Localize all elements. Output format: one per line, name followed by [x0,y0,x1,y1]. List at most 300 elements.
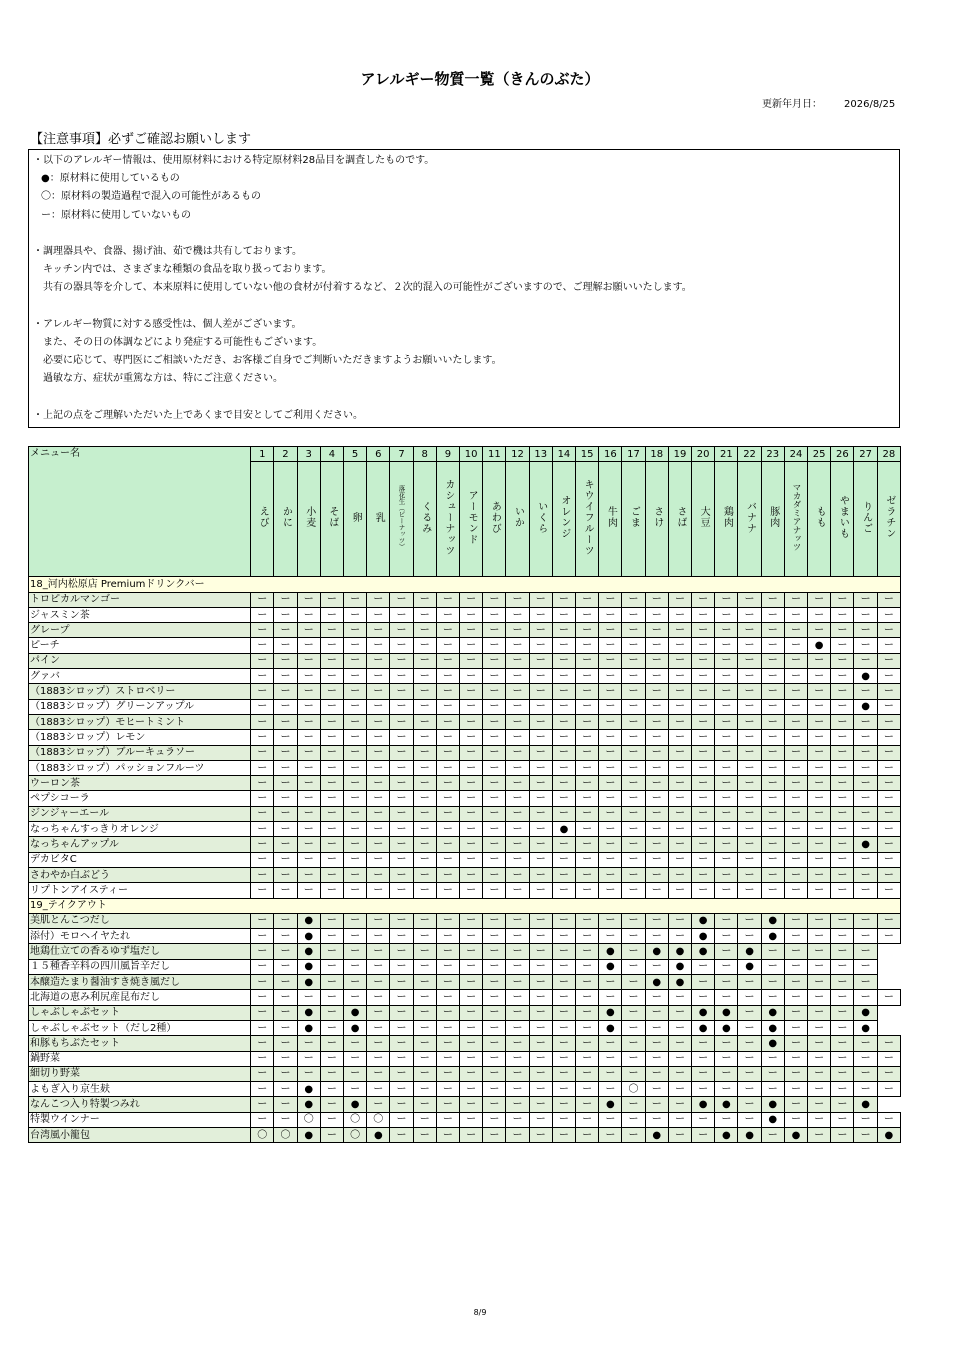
allergen-mark: ー [761,730,784,745]
allergen-mark: ー [761,1127,784,1142]
allergen-mark: ー [622,1005,645,1020]
allergen-mark: ー [622,653,645,668]
allergen-mark: ー [390,699,413,714]
allergen-mark: ー [274,944,297,959]
allergen-number: 18 [645,447,668,462]
allergen-mark: ー [390,1097,413,1112]
allergen-mark: ー [344,745,367,760]
allergen-mark: ー [483,1020,506,1035]
notice-line: ・アレルギー物質に対する感受性は、個人差がございます。 [33,318,302,330]
allergen-mark: ー [738,975,761,990]
allergen-mark: ー [436,867,459,882]
allergen-mark: ー [831,638,854,653]
allergen-mark: ー [692,669,715,684]
allergen-mark: ー [274,638,297,653]
menu-name: ウーロン茶 [29,776,251,791]
allergen-mark: ー [344,1051,367,1066]
allergen-mark: ー [622,1066,645,1081]
allergen-mark: ー [692,699,715,714]
allergen-mark: ー [645,883,668,898]
allergen-mark: ー [808,714,831,729]
allergen-mark: ー [576,959,599,974]
menu-name: （1883シロップ）モヒートミント [29,714,251,729]
allergen-mark: ● [668,944,691,959]
allergen-mark: ● [761,1097,784,1112]
menu-row [29,1127,901,1142]
allergen-name: 小麦 [303,506,315,529]
allergen-mark: ー [344,592,367,607]
allergen-mark: ー [436,1066,459,1081]
allergen-mark: ー [320,791,343,806]
allergen-mark: ー [529,837,552,852]
allergen-mark: ー [576,669,599,684]
allergen-mark: ー [552,623,575,638]
allergen-mark: ー [552,669,575,684]
allergen-mark: ー [483,1051,506,1066]
allergen-mark: ー [576,806,599,821]
allergen-mark: ー [738,1082,761,1097]
allergen-mark: ー [715,990,738,1005]
allergen-mark: ー [529,990,552,1005]
allergen-mark: ー [599,669,622,684]
allergen-mark: ー [552,714,575,729]
allergen-mark: ー [320,913,343,928]
allergen-mark: ー [297,806,320,821]
allergen-mark: ー [529,760,552,775]
allergen-mark: ー [344,699,367,714]
allergen-mark: ー [668,837,691,852]
allergen-mark: ー [738,822,761,837]
allergen-mark: ー [761,791,784,806]
allergen-mark: ● [297,975,320,990]
allergen-mark: ー [715,867,738,882]
allergen-mark: ー [460,669,483,684]
notice-line: また、その日の体調などにより発症する可能性もございます。 [43,336,323,348]
allergen-mark: ● [297,959,320,974]
allergen-mark: ー [436,913,459,928]
allergen-mark: ● [599,1097,622,1112]
allergen-mark: ー [831,684,854,699]
allergen-name: もも [814,506,826,529]
allergen-mark: ー [831,730,854,745]
allergen-mark: ー [274,822,297,837]
allergen-mark: ー [274,1036,297,1051]
allergen-mark: ー [413,1097,436,1112]
allergen-mark: ー [274,913,297,928]
allergen-mark: ● [854,699,877,714]
allergen-mark: ー [831,1082,854,1097]
allergen-mark: ー [506,913,529,928]
allergen-mark: ー [831,959,854,974]
allergen-mark: ー [576,638,599,653]
allergen-mark: ー [599,1112,622,1127]
allergen-mark: ー [854,623,877,638]
allergen-mark: ー [877,592,900,607]
allergen-mark: ー [367,975,390,990]
allergen-mark: ー [251,1036,274,1051]
allergen-mark: ー [599,852,622,867]
allergen-mark: ー [436,699,459,714]
allergen-mark: ー [390,959,413,974]
allergen-mark: ー [460,791,483,806]
allergen-mark: ー [622,806,645,821]
allergen-mark: ー [761,1066,784,1081]
allergen-mark: ー [320,990,343,1005]
allergen-mark: ー [460,745,483,760]
allergen-mark: ー [599,822,622,837]
allergen-mark: ー [854,1036,877,1051]
allergen-mark: ー [761,699,784,714]
allergen-mark: ー [552,1020,575,1035]
menu-row [29,867,901,882]
allergen-mark: ● [552,822,575,837]
allergen-name-cell [784,462,807,577]
allergen-mark: ー [622,837,645,852]
allergen-mark: ー [668,653,691,668]
section-title: 19_テイクアウト [29,898,901,913]
allergen-mark: ー [320,1082,343,1097]
allergen-mark: ー [715,822,738,837]
allergen-mark: ー [460,1097,483,1112]
allergen-mark: ー [297,714,320,729]
allergen-mark: ー [320,959,343,974]
allergen-mark: ー [761,776,784,791]
allergen-mark: ー [808,669,831,684]
allergen-name-cell [506,462,529,577]
allergen-mark: ー [576,714,599,729]
allergen-mark: ー [552,1097,575,1112]
allergen-mark: ー [668,1005,691,1020]
allergen-mark: ー [738,1005,761,1020]
allergen-mark: ー [784,623,807,638]
allergen-mark: ー [784,699,807,714]
allergen-mark: ー [251,990,274,1005]
allergen-mark: ー [552,990,575,1005]
allergen-mark: ー [506,791,529,806]
allergen-mark: ー [251,806,274,821]
allergen-mark: ー [576,852,599,867]
allergen-mark: ● [692,1020,715,1035]
allergen-mark: ー [784,1020,807,1035]
allergen-mark: ー [320,592,343,607]
allergen-name: キウイフルーツ [582,478,594,556]
allergen-mark: ー [436,883,459,898]
allergen-mark: ー [251,1082,274,1097]
allergen-mark: ー [877,913,900,928]
allergen-mark: ● [645,975,668,990]
menu-row [29,592,901,607]
allergen-mark: ー [831,699,854,714]
allergen-mark: ー [460,975,483,990]
allergen-mark: ー [668,883,691,898]
allergen-mark: ー [576,1082,599,1097]
allergen-mark: ー [854,592,877,607]
allergen-mark: ー [413,1036,436,1051]
allergen-mark: ー [390,684,413,699]
allergen-mark: ー [738,607,761,622]
allergen-mark: ー [715,883,738,898]
allergen-mark: ー [784,1066,807,1081]
allergen-mark: ー [390,1127,413,1142]
allergen-mark: ー [692,990,715,1005]
allergen-mark: ー [483,990,506,1005]
menu-row [29,638,901,653]
allergen-mark: ー [320,1005,343,1020]
allergen-mark: ー [460,1112,483,1127]
allergen-mark: ー [784,760,807,775]
allergen-mark: ー [622,714,645,729]
allergen-mark: ー [529,913,552,928]
allergen-mark: ー [483,791,506,806]
allergen-mark: ー [413,623,436,638]
allergen-mark: ー [808,1005,831,1020]
allergen-mark: ー [576,883,599,898]
allergen-mark: ● [761,1112,784,1127]
allergen-mark: ー [529,592,552,607]
allergen-mark: ー [808,745,831,760]
allergen-mark: ー [460,1005,483,1020]
allergen-mark: ー [344,714,367,729]
allergen-mark: ー [784,638,807,653]
allergen-mark: ー [645,607,668,622]
allergen-mark: ー [413,714,436,729]
allergen-mark: ー [784,1036,807,1051]
allergen-mark: ー [831,822,854,837]
allergen-name-cell [274,462,297,577]
menu-row [29,1112,901,1127]
allergen-mark: ー [854,867,877,882]
allergen-mark: ー [761,806,784,821]
allergen-mark: ー [297,822,320,837]
allergen-mark: ー [692,883,715,898]
allergen-mark: ー [715,592,738,607]
allergen-mark: ー [251,929,274,944]
menu-row [29,791,901,806]
allergen-mark: ー [320,1127,343,1142]
allergen-name-cell [808,462,831,577]
menu-row [29,730,901,745]
allergen-mark: ー [251,913,274,928]
allergen-mark: ー [367,837,390,852]
allergen-mark: ー [668,760,691,775]
allergen-mark: ー [483,929,506,944]
allergen-mark: ー [831,867,854,882]
allergen-mark: ー [552,607,575,622]
allergen-mark: ー [599,1066,622,1081]
allergen-mark: ー [483,714,506,729]
allergen-mark: ー [645,638,668,653]
allergen-mark: ー [576,929,599,944]
allergen-mark: ー [808,684,831,699]
allergen-mark: ー [297,1036,320,1051]
allergen-mark: ー [784,852,807,867]
allergen-mark: ー [460,959,483,974]
allergen-mark: ー [251,638,274,653]
allergen-mark: ● [692,913,715,928]
allergen-mark: ー [413,913,436,928]
allergen-name-cell [344,462,367,577]
allergen-number: 11 [483,447,506,462]
allergen-mark: ー [715,1112,738,1127]
allergen-mark: ● [854,1097,877,1112]
allergen-mark: ー [692,592,715,607]
notice-line: ー：原材料に使用していないもの [41,209,191,221]
allergen-mark: ー [622,623,645,638]
allergen-mark: ー [460,714,483,729]
allergen-mark: ー [784,975,807,990]
allergen-mark: ー [692,1036,715,1051]
allergen-mark: ー [715,714,738,729]
allergen-mark: ー [483,822,506,837]
allergen-mark: ー [831,653,854,668]
allergen-mark: ー [645,730,668,745]
menu-name: さわやか白ぶどう [29,867,251,882]
allergen-mark: ー [784,1051,807,1066]
allergen-mark: ー [552,837,575,852]
menu-row [29,929,901,944]
allergen-mark: ー [344,867,367,882]
allergen-mark: ー [460,592,483,607]
allergen-mark: ー [506,1097,529,1112]
allergen-mark: ー [506,975,529,990]
allergen-mark: ー [390,822,413,837]
allergen-mark: ー [808,1036,831,1051]
allergen-mark: ー [715,745,738,760]
allergen-mark: ー [297,669,320,684]
allergen-mark: ー [692,1066,715,1081]
updated-date [762,95,895,110]
allergen-mark: ー [460,1020,483,1035]
allergen-mark: ー [808,822,831,837]
allergen-number: 24 [784,447,807,462]
allergen-mark: ● [668,959,691,974]
allergen-mark: ー [692,1112,715,1127]
allergen-mark: ー [436,791,459,806]
allergen-mark: ー [436,990,459,1005]
allergen-mark: ー [460,623,483,638]
allergen-mark: ● [761,913,784,928]
allergen-mark: ー [738,1020,761,1035]
allergen-mark: ー [529,745,552,760]
allergen-mark: ー [576,990,599,1005]
allergen-mark: ー [483,837,506,852]
allergen-mark: ー [599,975,622,990]
allergen-mark: ー [552,959,575,974]
allergen-mark: ● [854,1005,877,1020]
allergen-mark: ー [761,684,784,699]
notice-line: ・以下のアレルギー情報は、使用原材料における特定原材料28品目を調査したものです。 [33,155,435,166]
allergen-mark: ー [320,745,343,760]
menu-row [29,1051,901,1066]
allergen-mark: ー [668,730,691,745]
allergen-mark: ー [645,1066,668,1081]
allergen-mark: ー [344,990,367,1005]
allergen-mark: ー [738,730,761,745]
allergen-mark: ー [344,852,367,867]
allergen-mark: ー [831,776,854,791]
allergen-mark: ー [506,883,529,898]
allergen-mark: ー [715,791,738,806]
allergen-name: オレンジ [558,495,570,540]
allergen-mark: ー [251,959,274,974]
allergen-name: カシューナッツ [442,478,454,556]
allergen-mark: ー [390,852,413,867]
allergen-mark: ー [622,669,645,684]
allergen-mark: ー [738,791,761,806]
allergen-mark: ー [576,592,599,607]
allergen-mark: ー [784,990,807,1005]
allergen-mark: ー [251,1051,274,1066]
allergen-mark: ー [413,1005,436,1020]
allergen-mark: ー [367,1066,390,1081]
allergen-mark: ● [761,1036,784,1051]
allergen-mark: ー [529,684,552,699]
allergen-mark: ー [251,1020,274,1035]
allergen-mark: ー [576,913,599,928]
allergen-mark: ー [529,714,552,729]
allergen-mark: ー [367,592,390,607]
allergen-mark: ● [297,944,320,959]
menu-name: （1883シロップ）ストロベリー [29,684,251,699]
allergen-mark: ● [808,638,831,653]
allergen-mark: ー [320,822,343,837]
allergen-mark: ー [645,929,668,944]
allergen-mark: ー [808,837,831,852]
allergen-mark: ー [668,806,691,821]
allergen-mark: ー [320,653,343,668]
allergen-mark: ー [320,806,343,821]
allergen-mark: ー [413,1127,436,1142]
allergen-mark: ー [738,745,761,760]
allergen-number: 16 [599,447,622,462]
allergen-mark: ー [854,684,877,699]
notice-box [28,149,900,428]
allergen-mark: ー [344,760,367,775]
allergen-mark: ー [738,638,761,653]
allergen-mark: ー [344,929,367,944]
allergen-mark: ー [436,1112,459,1127]
allergen-mark: ー [692,684,715,699]
allergen-name: りんご [860,500,872,534]
allergen-mark: ー [552,699,575,714]
allergen-mark: ー [877,684,900,699]
allergen-mark: ー [668,669,691,684]
allergen-mark: ー [738,776,761,791]
menu-name: 特製ウインナー [29,1112,251,1127]
allergen-mark: ー [576,607,599,622]
allergen-mark: 〇 [367,1112,390,1127]
allergen-mark: ● [297,1020,320,1035]
allergen-mark: ー [784,776,807,791]
allergen-mark: ー [784,944,807,959]
allergen-mark: ー [761,607,784,622]
allergen-mark: ー [738,714,761,729]
allergen-mark: ー [413,990,436,1005]
allergen-mark: ー [506,837,529,852]
allergen-mark: ー [761,623,784,638]
allergen-mark: ー [784,806,807,821]
allergen-number: 14 [552,447,575,462]
allergen-mark: ー [344,959,367,974]
allergen-number: 6 [367,447,390,462]
allergen-mark: ー [251,699,274,714]
allergen-mark: ー [692,975,715,990]
allergen-mark: ー [552,730,575,745]
notice-line: ・上記の点をご理解いただいた上であくまで目安としてご利用ください。 [33,409,363,421]
allergen-mark: ー [390,791,413,806]
allergen-mark: ー [413,959,436,974]
allergen-mark: ー [552,684,575,699]
